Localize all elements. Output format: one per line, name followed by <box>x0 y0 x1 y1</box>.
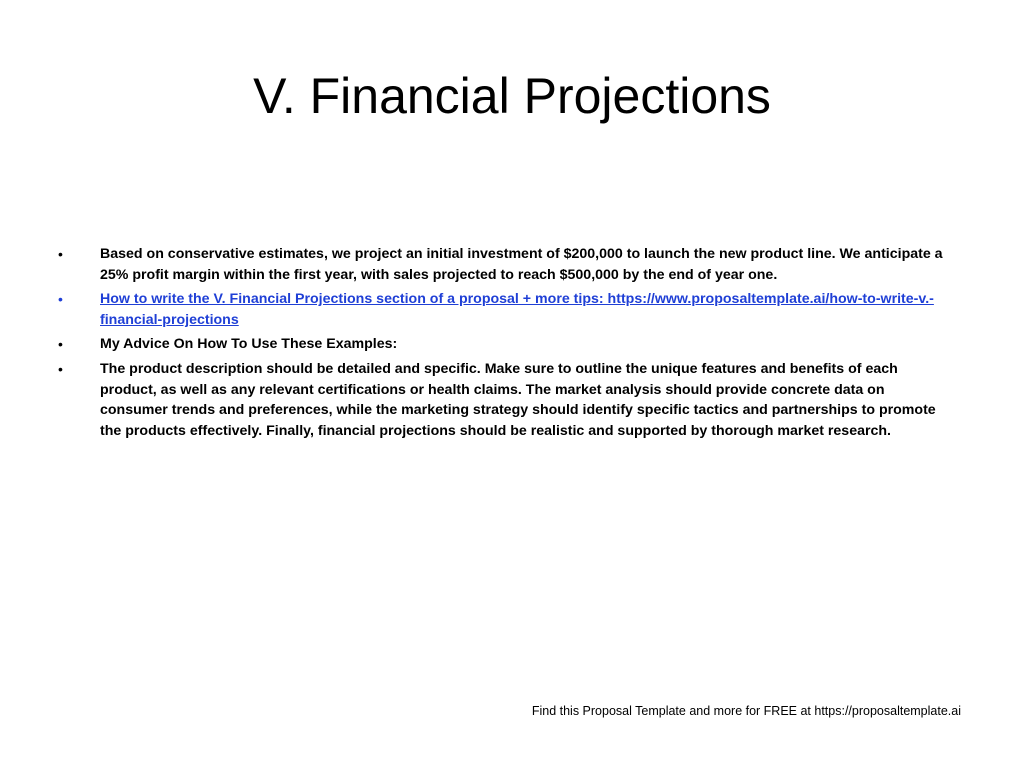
bullet-text: The product description should be detailed and specific. Make sure to outline the unique features and benefits of each product, as well as any relevant certifications or health claims. The market analysis should provide concrete data on consumer trends and preferences, while the marketing strategy should identify specific tactics and partnerships to promote the products effectively. Finally, financial projections should be realistic and supported by thorough market research. <box>100 360 936 439</box>
slide-title: V. Financial Projections <box>253 68 771 124</box>
list-item-financial-estimate <box>58 244 948 285</box>
list-item-how-to-link <box>58 289 948 330</box>
bullet-icon: • <box>58 360 63 377</box>
list-item-advice-body <box>58 359 948 441</box>
bullet-text: My Advice On How To Use These Examples: <box>100 336 398 353</box>
bullet-icon: • <box>58 336 63 353</box>
bullet-text: Based on conservative estimates, we project an initial investment of $200,000 to launch the new product line. We anticipate a 25% profit margin within the first year, with sales projected to reach $500,000 by the end of year one. <box>100 246 943 283</box>
list-item-advice-heading <box>58 334 948 355</box>
bullet-list <box>58 244 948 445</box>
how-to-write-link[interactable]: How to write the V. Financial Projections section of a proposal + more tips: https://www.proposaltemplate.ai/how-to-write-v.-financial-projections <box>100 291 934 328</box>
footer-note: Find this Proposal Template and more for FREE at https://proposaltemplate.ai <box>531 704 961 718</box>
bullet-icon: • <box>58 246 63 262</box>
bullet-icon: • <box>58 291 63 308</box>
